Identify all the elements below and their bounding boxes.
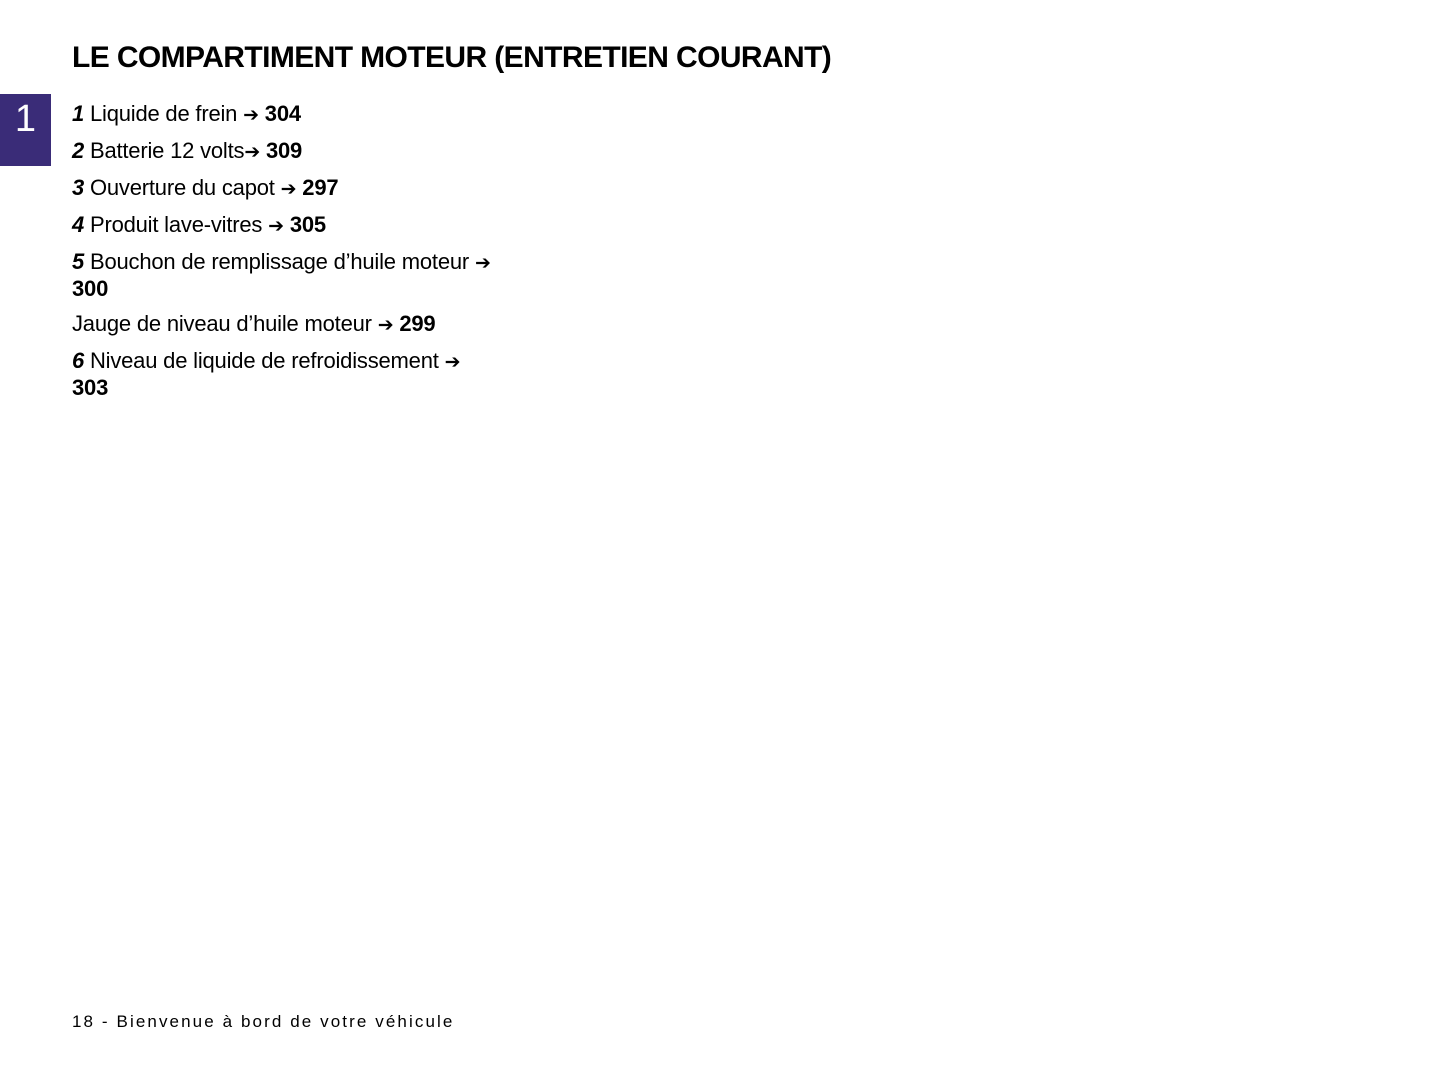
page-reference-link[interactable]: 309: [265, 138, 303, 163]
list-item: [72, 138, 492, 165]
item-number: 3: [72, 175, 85, 200]
list-item: [72, 175, 492, 202]
page-reference-link[interactable]: 297: [302, 175, 339, 200]
item-number: 5: [72, 249, 85, 274]
item-list: [72, 101, 492, 410]
item-number: 2: [72, 138, 85, 163]
list-item: [72, 249, 492, 301]
item-label: Bouchon de remplissage d’huile moteur: [89, 249, 475, 274]
arrow-right-icon: ➔: [268, 215, 284, 237]
page-footer: 18 - Bienvenue à bord de votre véhicule: [72, 1012, 455, 1031]
list-item: [72, 212, 492, 239]
chapter-tab: 1: [0, 94, 51, 166]
arrow-right-icon: ➔: [280, 178, 297, 200]
arrow-right-icon: ➔: [474, 252, 491, 274]
list-item: [72, 311, 492, 338]
page-reference-link[interactable]: 304: [264, 101, 301, 126]
page-reference-link[interactable]: 303: [72, 375, 109, 400]
item-label: Liquide de frein: [89, 101, 244, 126]
arrow-right-icon: ➔: [244, 141, 261, 163]
page-reference-link[interactable]: 300: [72, 276, 109, 301]
item-label: Ouverture du capot: [89, 175, 281, 200]
item-label: Produit lave-vitres: [89, 212, 269, 237]
list-item: [72, 101, 492, 128]
page-title: LE COMPARTIMENT MOTEUR (ENTRETIEN COURANT): [72, 41, 832, 74]
item-label: Niveau de liquide de refroidissement: [89, 348, 445, 373]
list-item: [72, 348, 492, 400]
item-label: Batterie 12 volts: [89, 138, 245, 163]
page-reference-link[interactable]: 305: [289, 212, 326, 237]
arrow-right-icon: ➔: [377, 314, 394, 336]
page-reference-link[interactable]: 299: [399, 311, 436, 336]
item-label: Jauge de niveau d’huile moteur: [72, 311, 378, 336]
item-number: 4: [72, 212, 85, 237]
arrow-right-icon: ➔: [243, 104, 259, 126]
arrow-right-icon: ➔: [444, 351, 461, 373]
item-number: 6: [72, 348, 85, 373]
item-number: 1: [72, 101, 85, 126]
